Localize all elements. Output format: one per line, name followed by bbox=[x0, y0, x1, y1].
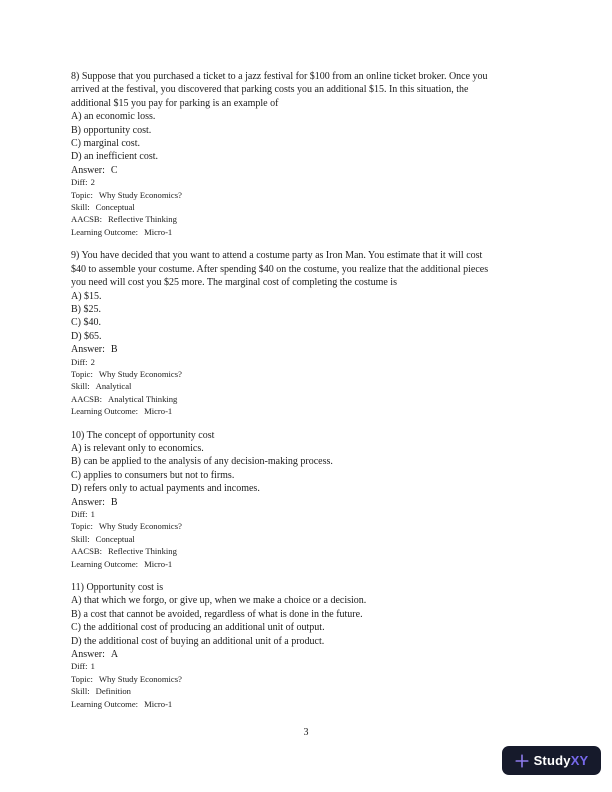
answer-value: C bbox=[110, 164, 118, 176]
brand-name-main: Study bbox=[533, 753, 571, 768]
brand-wordmark bbox=[534, 753, 589, 768]
option-line-d: D) refers only to actual payments and incomes. bbox=[71, 483, 260, 495]
learning-outcome-value: Micro-1 bbox=[144, 406, 173, 417]
meta-learning-outcome-line bbox=[71, 698, 546, 710]
answer-line bbox=[71, 648, 546, 661]
meta-skill-line bbox=[71, 380, 546, 392]
topic-value: Why Study Economics? bbox=[98, 368, 182, 379]
diff-value: 2 bbox=[90, 356, 95, 367]
question-metadata bbox=[71, 660, 546, 710]
option-line-d: D) the additional cost of buying an additional unit of a product. bbox=[71, 635, 325, 647]
answer-label: Answer: bbox=[71, 649, 105, 661]
option-line-b: B) a cost that cannot be avoided, regardless of what is done in the future. bbox=[71, 608, 363, 620]
meta-skill-line bbox=[71, 533, 546, 545]
topic-value: Why Study Economics? bbox=[98, 189, 182, 200]
learning-outcome-label: Learning Outcome: bbox=[71, 558, 139, 569]
diff-value: 1 bbox=[90, 509, 95, 519]
meta-learning-outcome-line bbox=[71, 226, 546, 238]
option-line-c: C) the additional cost of producing an additional unit of output. bbox=[71, 622, 325, 634]
meta-skill-line bbox=[71, 201, 546, 213]
option-line-a: A) that which we forgo, or give up, when we make a choice or a decision. bbox=[71, 595, 367, 607]
answer-label: Answer: bbox=[71, 344, 105, 356]
topic-value: Why Study Economics? bbox=[98, 673, 182, 684]
question-stem-line: arrived at the festival, you discovered that parking costs you an additional $15. In this situation, the bbox=[71, 84, 469, 96]
meta-learning-outcome-line bbox=[71, 405, 546, 417]
answer-value: B bbox=[110, 496, 118, 508]
answer-label: Answer: bbox=[71, 164, 105, 176]
skill-value: Conceptual bbox=[95, 202, 135, 213]
diff-value: 2 bbox=[90, 177, 95, 188]
page-content bbox=[71, 70, 546, 721]
question-block-9 bbox=[71, 249, 546, 417]
learning-outcome-value: Micro-1 bbox=[144, 226, 173, 237]
aacsb-label: AACSB: bbox=[71, 393, 103, 404]
option-line-c: C) applies to consumers but not to firms. bbox=[71, 469, 235, 481]
option-line-a: A) $15. bbox=[71, 290, 102, 302]
option-line-d: D) $65. bbox=[71, 330, 102, 342]
option-line-c: C) $40. bbox=[71, 317, 101, 329]
diff-value: 1 bbox=[90, 661, 95, 672]
meta-aacsb-line bbox=[71, 393, 546, 405]
meta-diff-line bbox=[71, 660, 546, 672]
meta-topic-line bbox=[71, 368, 546, 380]
question-block-11 bbox=[71, 581, 546, 710]
question-stem-line: 8) Suppose that you purchased a ticket to a jazz festival for $100 from an online ticket broker. Once you bbox=[71, 71, 488, 82]
aacsb-value: Reflective Thinking bbox=[108, 214, 177, 225]
learning-outcome-label: Learning Outcome: bbox=[71, 698, 139, 709]
diff-label: Diff: bbox=[71, 661, 88, 672]
topic-label: Topic: bbox=[71, 673, 93, 684]
answer-value: B bbox=[110, 344, 118, 356]
question-stem-line: 10) The concept of opportunity cost bbox=[71, 429, 215, 441]
aacsb-label: AACSB: bbox=[71, 546, 103, 557]
question-block-8 bbox=[71, 70, 546, 238]
question-stem-line: additional $15 you pay for parking is an example of bbox=[71, 97, 279, 109]
studyxy-logo[interactable] bbox=[502, 746, 601, 775]
question-stem-line: you need will cost you $25 more. The marginal cost of completing the costume is bbox=[71, 277, 397, 289]
option-line-a: A) is relevant only to economics. bbox=[71, 442, 204, 454]
option-line-a: A) an economic loss. bbox=[71, 111, 156, 123]
skill-label: Skill: bbox=[71, 686, 90, 697]
diff-label: Diff: bbox=[71, 177, 88, 188]
learning-outcome-label: Learning Outcome: bbox=[71, 406, 139, 417]
question-stem-line: $40 to assemble your costume. After spending $40 on the costume, you realize that the additional pieces bbox=[71, 263, 489, 275]
skill-value: Analytical bbox=[95, 381, 132, 392]
topic-label: Topic: bbox=[71, 368, 93, 379]
topic-value: Why Study Economics? bbox=[98, 521, 182, 532]
option-line-b: B) $25. bbox=[71, 303, 101, 315]
question-metadata bbox=[71, 508, 546, 570]
learning-outcome-label: Learning Outcome: bbox=[71, 226, 139, 237]
skill-label: Skill: bbox=[71, 533, 90, 544]
diff-label: Diff: bbox=[71, 356, 88, 367]
learning-outcome-value: Micro-1 bbox=[144, 698, 173, 709]
skill-value: Definition bbox=[95, 686, 131, 697]
answer-line bbox=[71, 164, 546, 177]
option-line-c: C) marginal cost. bbox=[71, 138, 140, 150]
brand-name-accent: XY bbox=[570, 753, 589, 768]
question-block-10 bbox=[71, 429, 546, 570]
question-metadata bbox=[71, 176, 546, 238]
option-line-b: B) opportunity cost. bbox=[71, 124, 152, 136]
meta-diff-line bbox=[71, 356, 546, 368]
answer-label: Answer: bbox=[71, 496, 105, 508]
skill-value: Conceptual bbox=[95, 533, 135, 544]
question-metadata bbox=[71, 356, 546, 418]
skill-label: Skill: bbox=[71, 381, 90, 392]
skill-label: Skill: bbox=[71, 202, 90, 213]
question-stem-line: 11) Opportunity cost is bbox=[71, 582, 164, 594]
learning-outcome-value: Micro-1 bbox=[144, 558, 173, 569]
answer-line bbox=[71, 343, 546, 356]
aacsb-label: AACSB: bbox=[71, 214, 103, 225]
question-stem-line: 9) You have decided that you want to attend a costume party as Iron Man. You estimate that it will cost bbox=[71, 250, 483, 262]
meta-aacsb-line bbox=[71, 213, 546, 225]
page-number: 3 bbox=[303, 727, 309, 738]
topic-label: Topic: bbox=[71, 189, 93, 200]
meta-topic-line bbox=[71, 189, 546, 201]
option-line-d: D) an inefficient cost. bbox=[71, 151, 159, 163]
aacsb-value: Analytical Thinking bbox=[108, 393, 178, 404]
option-line-b: B) can be applied to the analysis of any decision-making process. bbox=[71, 456, 333, 468]
answer-line bbox=[71, 496, 546, 509]
diff-label: Diff: bbox=[71, 509, 88, 519]
answer-value: A bbox=[110, 649, 119, 661]
aacsb-value: Reflective Thinking bbox=[108, 546, 177, 557]
meta-topic-line bbox=[71, 673, 546, 685]
topic-label: Topic: bbox=[71, 521, 93, 532]
meta-aacsb-line bbox=[71, 545, 546, 557]
meta-topic-line bbox=[71, 520, 546, 532]
meta-diff-line bbox=[71, 176, 546, 188]
meta-skill-line bbox=[71, 685, 546, 697]
plus-icon bbox=[515, 754, 529, 768]
meta-learning-outcome-line bbox=[71, 558, 546, 570]
meta-diff-line bbox=[71, 508, 546, 520]
